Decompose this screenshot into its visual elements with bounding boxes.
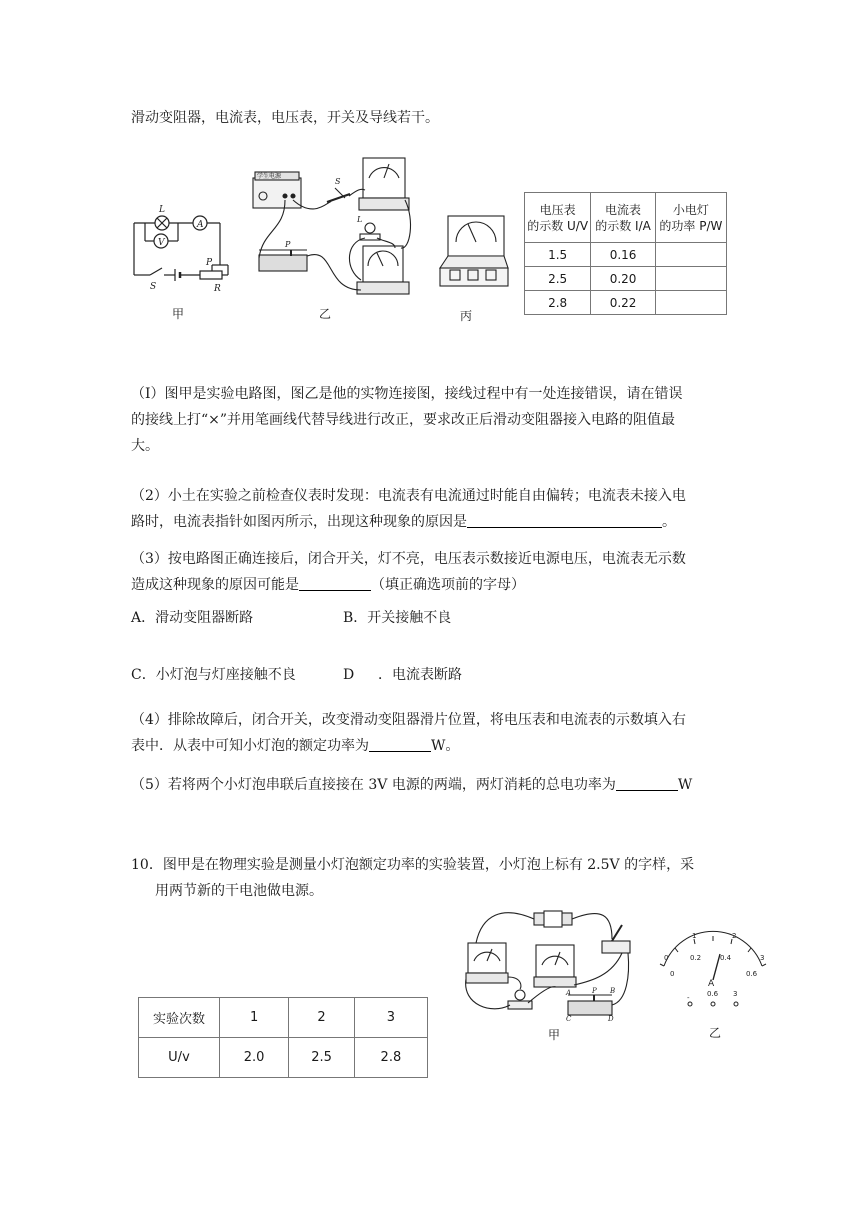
svg-text:A: A (566, 989, 572, 997)
terminal-minus: - (687, 994, 690, 1002)
q10-apparatus-jia (462, 905, 642, 1025)
label-yi-S: S (335, 177, 341, 186)
svg-text:B: B (610, 987, 616, 995)
option-c: C．小灯泡与灯座接触不良 (131, 667, 296, 683)
power-box-label: 学生电源 (257, 173, 282, 180)
q2-line1: （2）小土在实验之前检查仪表时发现：电流表有电流通过时能自由偏转；电流表未接入电 (131, 488, 686, 504)
q2-line2: 路时，电流表指针如图丙所示，出现这种现象的原因是 。 (131, 508, 676, 536)
q4-line2: 表中．从表中可知小灯泡的额定功率为 W。 (131, 732, 459, 760)
q4-line1: （4）排除故障后，闭合开关，改变滑动变阻器滑片位置，将电压表和电流表的示数填入右 (131, 712, 686, 728)
q3-line2: 造成这种现象的原因可能是 （填正确选项前的字母） (131, 571, 525, 599)
option-a: A．滑动变阻器断路 (131, 610, 254, 626)
scale-bottom-0: 0 (670, 970, 675, 978)
option-b: B．开关接触不良 (343, 610, 452, 626)
option-d-text: ．电流表断路 (378, 667, 462, 683)
scale-bottom-04: 0.4 (720, 954, 732, 962)
header-voltage: 电压表 的示数 U/V (525, 193, 591, 243)
header-power: 小电灯 的功率 P/W (655, 193, 726, 243)
q3-answer-blank[interactable] (299, 574, 371, 591)
svg-text:P: P (592, 987, 597, 995)
table-row: 2.5 0.20 (525, 267, 727, 291)
figure-label-yi: 乙 (319, 307, 332, 321)
label-P: P (206, 258, 213, 268)
q3-line1: （3）按电路图正确连接后，闭合开关，灯不亮，电压表示数接近电源电压，电流表无示数 (131, 551, 686, 567)
figure-label-jia: 甲 (172, 307, 185, 321)
scale-unit: A (708, 979, 715, 989)
label-R: R (214, 284, 221, 294)
q1-line2: 的接线上打“×”并用笔画线代替导线进行改正，要求改正后滑动变阻器接入电路的阻值最 (131, 412, 676, 428)
q1-line3: 大。 (131, 438, 159, 454)
label-V: V (158, 238, 165, 248)
table-row: 1.5 0.16 (525, 243, 727, 267)
figure-label-bing: 丙 (460, 309, 473, 323)
svg-text:D: D (608, 1015, 614, 1023)
scale-top-0: 0 (664, 954, 669, 962)
q10-ammeter-scale-yi (650, 930, 775, 1015)
label-S: S (150, 282, 157, 292)
scale-top-3: 3 (760, 954, 765, 962)
table-row: 实验次数 1 2 3 (139, 998, 428, 1038)
header-current: 电流表 的示数 I/A (591, 193, 656, 243)
experiment-table (138, 997, 428, 1078)
q5-line: （5）若将两个小灯泡串联后直接接在 3V 电源的两端，两灯消耗的总电功率为 W (131, 771, 692, 799)
q10-line1: 10．图甲是在物理实验是测量小灯泡额定功率的实验装置，小灯泡上标有 2.5V 的字样，采 (131, 857, 695, 873)
q10-figure-label-yi: 乙 (709, 1026, 722, 1040)
label-yi-P: P (285, 240, 291, 249)
q5-answer-blank[interactable] (616, 774, 678, 791)
scale-bottom-06: 0.6 (746, 970, 758, 978)
scale-top-1: 1 (692, 932, 697, 940)
table-row: U/v 2.0 2.5 2.8 (139, 1038, 428, 1078)
label-A: A (197, 220, 204, 230)
terminal-06: 0.6 (707, 990, 719, 998)
label-yi-L: L (357, 215, 363, 224)
svg-text:C: C (566, 1015, 572, 1023)
scale-top-2: 2 (732, 932, 737, 940)
q1-line1: （I）图甲是实验电路图，图乙是他的实物连接图，接线过程中有一处连接错误，请在错误 (131, 386, 683, 402)
scale-bottom-02: 0.2 (690, 954, 702, 962)
label-L: L (159, 205, 165, 215)
table-row: 2.8 0.22 (525, 291, 727, 315)
q10-line2: 用两节新的干电池做电源。 (155, 883, 323, 899)
wiring-diagram-yi (245, 150, 420, 305)
q10-figure-label-jia: 甲 (548, 1028, 561, 1042)
terminal-3: 3 (733, 990, 738, 998)
option-d-letter: D (343, 667, 355, 683)
q4-answer-blank[interactable] (369, 735, 431, 752)
q2-answer-blank[interactable] (467, 511, 662, 528)
measurement-table (524, 192, 727, 315)
circuit-diagram-jia (120, 195, 240, 295)
ammeter-bing (438, 212, 510, 292)
intro-text: 滑动变阻器，电流表，电压表，开关及导线若干。 (131, 110, 439, 126)
